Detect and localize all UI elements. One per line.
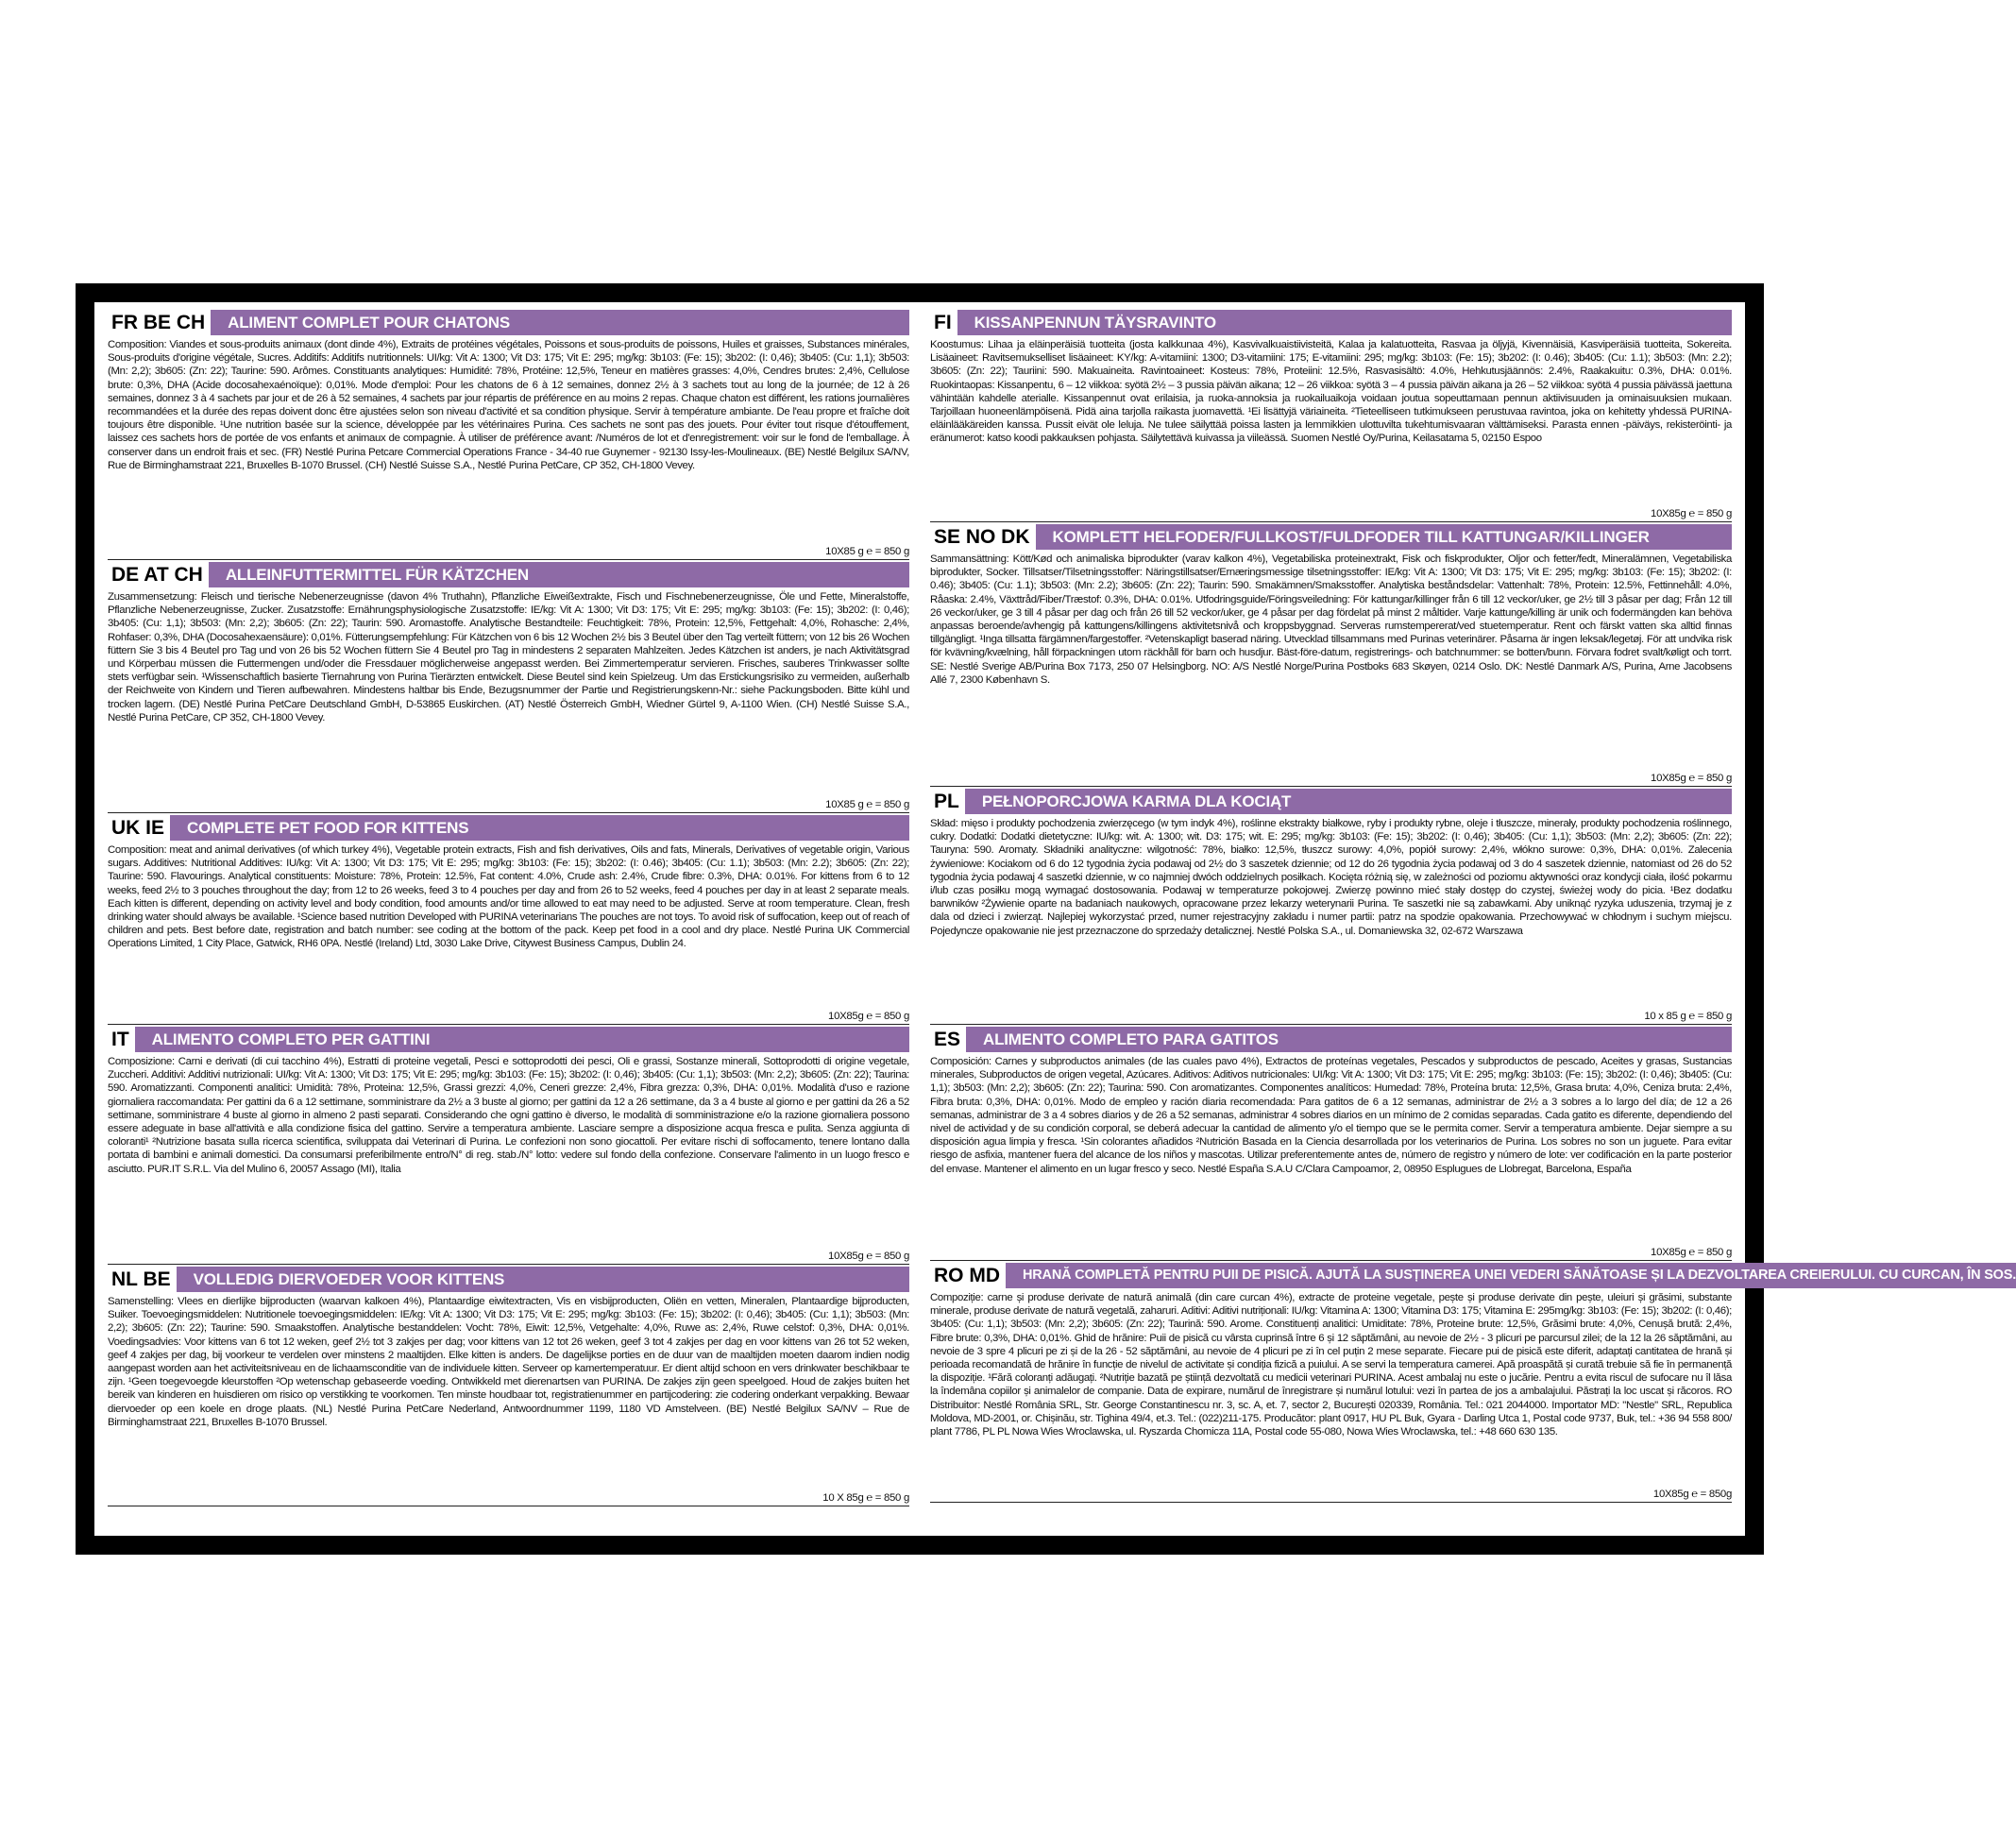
- label-frame: [76, 283, 2016, 1555]
- section-text: Compoziție: carne și produse derivate de natură animală (din care curcan 4%), extracte de proteine vegetale, pește și produse derivate din pește, uleiuri și grăsimi, substante minerale, produse derivate de natură vegetală, zaharuri. Aditivi: Aditivi nutriționali: IU/kg: Vitamina A: 1300; Vitamina D3: 175; Vitamina E: 295mg/kg: 3b103: (Fe: 15); 3b202: (I: 0,46); 3b405: (Cu: 1,1); 3b503: (Mn: 2,2); 3b605: (Zn: 22); Taurină: 590. Arome. Constituenți analitici: Umiditate: 78%, Proteine brute: 12,5%, Grăsimi brute: 4,0%, Cenușă brută: 2,4%, Fibre brute: 0,3%, DHA: 0,01%. Ghid de hrănire: Puii de pisică cu vârsta cuprinsă între 6 și 12 săptămâni, au nevoie de 2½ - 3 plicuri pe parcursul zilei; de la 12 la 26 săptămâni, au nevoie de 3 spre 4 plicuri pe zi și de la 26 - 52 săptămâni, au nevoie de 4 plicuri pe zi în cel puțin 2 mese separate. Fiecare pui de pisică este diferit, adaptați cantitatea de hrană și perioada recomandată de hrănire în funcție de nivelul de activitate și condiția fizică a puiului. A se servi la temperatura camerei. Apă proaspătă și curată trebuie să fie în permanență la dispoziție. ¹Fără coloranți adăugați. ²Nutriție bazată pe știință dezvoltată cu medicii veterinari PURINA. Acest ambalaj nu este o jucărie. Pentru a evita riscul de sufocare nu îl lăsa la îndemâna copiilor și animalelor de companie. Data de expirare, numărul de înregistrare și numărul lotului: vezi în partea de jos a ambalajului. Păstrați la loc uscat și răcoros. RO Distribuitor: Nestlé România SRL, Str. George Constantinescu nr. 3, sc. A, et. 7, sector 2, București 020339, România. Tel.: 021 2044000. Importator MD: "Nestle" SRL, Republica Moldova, MD-2001, or. Chișinău, str. Tighina 49/4, et.3. Tel.: (022)211-175. Producător: plant 0917, HU PL Buk, Gyara - Darling Utca 1, Postal code 9737, Buk, tel.: +36 94 558 800/ plant 7786, PL PL Nowa Wies Wroclawska, ul. Ryszarda Chomicza 11A, Postal code 55-080, Nowa Wies Wroclawska, tel.: +48 660 630 135.: [930, 1292, 1732, 1438]
- country-codes: FI: [934, 312, 952, 333]
- right-column: [930, 310, 2016, 1528]
- section-it: [108, 1027, 909, 1265]
- section-text: Zusammensetzung: Fleisch und tierische Nebenerzeugnisse (davon 4% Truthahn), Pflanzliche Eiweißextrakte, Fisch und Fischnebenerzeugnisse, Öle und Fette, Mineralstoffe, Pflanzliche Nebenerzeugnisse, Zucker. Zusatzstoffe: Ernährungsphysiologische Zusatzstoffe: IE/kg: Vit A: 1300; Vit D3: 175; Vit E: 295; mg/kg: 3b103: (Fe: 15); 3b202: (I: 0,46); 3b405: (Cu: 1,1); 3b503: (Mn: 2,2); 3b605: (Zn: 22); Taurin: 590. Aromastoffe. Analytische Bestandteile: Feuchtigkeit: 78%, Protein: 12,5%, Fettgehalt: 4,0%, Rohasche: 2,4%, Rohfaser: 0,3%, DHA (Docosahexaensäure): 0,01%. Fütterungsempfehlung: Für Kätzchen von 6 bis 12 Wochen 2½ bis 3 Beutel über den Tag verteilt füttern; von 12 bis 26 Wochen füttern Sie 3 bis 4 Beutel pro Tag und von 26 bis 52 Wochen füttern Sie 4 Beutel pro Tag in mindestens 2 separaten Mahlzeiten. Jedes Kätzchen ist anders, je nach Aktivitätsgrad und Körperbau müssen die Futtermengen und/oder die Fressdauer möglicherweise angepasst werden. Bei Zimmertemperatur servieren. Frisches, sauberes Trinkwasser sollte stets verfügbar sein. ¹Wissenschaftlich basierte Tiernahrung von Purina Tierärzten entwickelt. Diese Beutel sind kein Spielzeug. Um das Erstickungsrisiko zu vermeiden, außerhalb der Reichweite von Kindern und Tieren aufbewahren. Mindestens haltbar bis Ende, Bezugsnummer der Partie und Registrierungskenn-Nr.: siehe Packungsboden. Bitte kühl und trocken lagern. (DE) Nestlé Purina PetCare Deutschland GmbH, D-53865 Euskirchen. (AT) Nestlé Österreich GmbH, Wiedner Gürtel 9, A-1100 Wien. (CH) Nestlé Suisse S.A., Nestlé Purina PetCare, CP 352, CH-1800 Vevey.: [108, 591, 909, 723]
- section-header: [108, 310, 909, 335]
- section-header: [108, 1267, 909, 1292]
- section-header: [930, 1027, 1732, 1052]
- section-header: [930, 524, 1732, 550]
- section-title: COMPLETE PET FOOD FOR KITTENS: [170, 815, 909, 841]
- section-header: [930, 1263, 2016, 1288]
- section-de-at-ch: [108, 562, 909, 813]
- left-column: [108, 310, 909, 1528]
- section-title: ALIMENTO COMPLETO PER GATTINI: [135, 1027, 909, 1052]
- section-uk-ie: [108, 815, 909, 1025]
- section-text: Composición: Carnes y subproductos animales (de las cuales pavo 4%), Extractos de proteínas vegetales, Pescados y subproductos de pescado, Aceites y grasas, Sustancias minerales, Subproductos de origen vegetal, Azúcares. Aditivos: Aditivos nutricionales: UI/kg: Vit A: 1300; Vit D3: 175; Vit E: 295; mg/kg: 3b103: (Fe: 15); 3b202: (I: 0,46); 3b405: (Cu: 1,1); 3b503: (Mn: 2,2); 3b605: (Zn: 22); Taurina: 590. Con aromatizantes. Componentes analíticos: Humedad: 78%, Proteína bruta: 12,5%, Grasa bruta: 4,0%, Ceniza bruta: 2,4%, Fibra bruta: 0,3%, DHA: 0,01%. Modo de empleo y ración diaria recomendada: Para gatitos de 6 a 12 semanas, administrar de 2½ a 3 sobres a lo largo del día; de 12 a 26 semanas, administrar de 3 a 4 sobres diarios y de 26 a 52 semanas, administrar 4 sobres diarios en un mínimo de 2 comidas separadas. Cada gatito es diferente, dependiendo del nivel de actividad y de su condición corporal, se deberá adecuar la cantidad de alimento y/o el tiempo que se le permita comer. Servir a temperatura ambiente. Dejar siempre a su disposición agua limpia y fresca. ¹Sin colorantes añadidos ²Nutrición Basada en la Ciencia desarrollada por los veterinarios de Purina. Los sobres no son un juguete. Para evitar riesgo de asfixia, mantener fuera del alcance de los niños y mascotas. Utilizar preferentemente antes de, número de registro y número de lote: ver codificación en la parte posterior del envase. Mantener el alimento en un lugar fresco y seco. Nestlé España S.A.U C/Clara Campoamor, 2, 08950 Esplugues de Llobregat, Barcelona, España: [930, 1056, 1732, 1175]
- country-codes: RO MD: [934, 1265, 1000, 1286]
- label-panel: [94, 302, 2016, 1536]
- pack-size: 10X85g ℮ = 850g: [930, 1488, 1732, 1503]
- pack-size: 10X85 g ℮ = 850 g: [108, 798, 909, 813]
- section-header: [930, 789, 1732, 814]
- section-se-no-dk: [930, 524, 1732, 787]
- section-nl-be: [108, 1267, 909, 1506]
- section-title: ALLEINFUTTERMITTEL FÜR KÄTZCHEN: [209, 562, 909, 587]
- section-fi: [930, 310, 1732, 522]
- section-text: Composizione: Carni e derivati (di cui tacchino 4%), Estratti di proteine vegetali, Pesci e sottoprodotti dei pesci, Oli e grassi, Sostanze minerali, Sottoprodotti di origine vegetale, Zuccheri. Additivi: Additivi nutrizionali: UI/kg: Vit A: 1300; Vit D3: 175; Vit E: 295; mg/kg: 3b103: (Fe: 15); 3b202: (I: 0,46); 3b405: (Cu: 1,1); 3b503: (Mn: 2,2); 3b605: (Zn: 22); Taurina: 590. Aromatizzanti. Componenti analitici: Umidità: 78%, Proteina: 12,5%, Grassi grezzi: 4,0%, Ceneri grezze: 2,4%, Fibra grezza: 0,3%, DHA: 0,01%. Modalità d'uso e razione giornaliera raccomandata: Per gattini da 6 a 12 settimane, somministrare da 2½ a 3 buste al giorno; per gattini da 12 a 26 settimane, da 3 a 4 buste al giorno e per gattini da 26 a 52 settimane, somministrare 4 buste al giorno in almeno 2 pasti separati. Considerando che ogni gattino è diverso, le modalità di somministrazione e/o la razione giornaliera possono essere adeguate in base all'attività e alla condizione fisica del gattino. Servire a temperatura ambiente. Lasciare sempre a disposizione acqua fresca e pulita. Senza aggiunta di coloranti¹ ²Nutrizione basata sulla ricerca scientifica, sviluppata dai Veterinari di Purina. Le confezioni non sono giocattoli. Per evitare rischi di soffocamento, tenere lontano dalla portata di bambini e animali domestici. Da consumarsi preferibilmente entro/N° di reg. stab./N° lotto: vedere sul fondo della confezione. Conservare l'alimento in un luogo fresco e asciutto. PUR.IT S.R.L. Via del Mulino 6, 20057 Assago (MI), Italia: [108, 1056, 909, 1175]
- country-codes: DE AT CH: [111, 564, 203, 586]
- pack-size: 10X85g ℮ = 850 g: [930, 507, 1732, 522]
- section-title: KOMPLETT HELFODER/FULLKOST/FULDFODER TILL KATTUNGAR/KILLINGER: [1036, 524, 1732, 550]
- country-codes: ES: [934, 1029, 961, 1050]
- country-codes: SE NO DK: [934, 526, 1030, 548]
- section-header: [108, 1027, 909, 1052]
- section-pl: [930, 789, 1732, 1025]
- pack-size: 10X85g ℮ = 850 g: [930, 1246, 1732, 1261]
- section-ro-md: [930, 1263, 2016, 1503]
- country-codes: NL BE: [111, 1268, 171, 1290]
- section-title: VOLLEDIG DIERVOEDER VOOR KITTENS: [177, 1267, 909, 1292]
- section-text: Skład: mięso i produkty pochodzenia zwierzęcego (w tym indyk 4%), roślinne ekstrakty białkowe, ryby i produkty rybne, oleje i tłuszcze, minerały, produkty pochodzenia roślinnego, cukry. Dodatki: Dodatki dietetyczne: IU/kg: wit. A: 1300; wit. D3: 175; wit. E: 295; mg/kg: 3b103: (Fe: 15); 3b202: (I: 0,46); 3b405: (Cu: 1,1); 3b503: (Mn: 2,2); 3b605: (Zn: 22); Tauryna: 590. Aromaty. Składniki analityczne: wilgotność: 78%, białko: 12,5%, tłuszcz surowy: 4,0%, popiół surowy: 2,4%, włókno surowe: 0,3%, DHA: 0,01%. Zalecenia żywieniowe: Kociakom od 6 do 12 tygodnia życia podawaj od 2½ do 3 saszetek dziennie; od 12 do 26 tygodnia życia podawaj od 3 do 4 saszetek dziennie, natomiast od 26 do 52 tygodnia życia podawaj 4 saszetki dziennie, w co najmniej dwóch oddzielnych posiłkach. Kocięta różnią się, w zależności od poziomu aktywności oraz kondycji ciała, ilość pokarmu i/lub czas posiłku mogą wymagać dostosowania. Podawaj w temperaturze pokojowej. Zwierzę powinno mieć stały dostęp do czystej, świeżej wody do picia. ¹Bez dodatku barwników ²Żywienie oparte na badaniach naukowych, opracowane przez lekarzy weterynarii Purina. Te saszetki nie są zabawkami. Aby uniknąć ryzyka uduszenia, trzymaj je z dala od dzieci i zwierząt. Najlepiej wykorzystać przed, numer rejestracyjny zakładu i numer partii: patrz na spodzie opakowania. Przechowywać w chłodnym i suchym miejscu. Pojedyncze opakowanie nie jest przeznaczone do sprzedaży detalicznej. Nestlé Polska S.A., ul. Domaniewska 32, 02-672 Warszawa: [930, 818, 1732, 937]
- section-title: HRANĂ COMPLETĂ PENTRU PUII DE PISICĂ. AJUTĂ LA SUSȚINEREA UNEI VEDERI SĂNĂTOASE ȘI LA DEZVOLTAREA CREIERULUI. CU CURCAN, ÎN SOS.: [1006, 1263, 2016, 1288]
- pack-size: 10X85g ℮ = 850 g: [930, 772, 1732, 787]
- section-text: Composition: Viandes et sous-produits animaux (dont dinde 4%), Extraits de protéines végétales, Poissons et sous-produits de poissons, Huiles et graisses, Substances minérales, Sous-produits d'origine végétale, Sucres. Additifs: Additifs nutritionnels: UI/kg: Vit A: 1300; Vit D3: 175; Vit E: 295; mg/kg: 3b103: (Fe: 15); 3b202: (I: 0,46); 3b405: (Cu: 1,1); 3b503: (Mn: 2,2); 3b605: (Zn: 22); Taurine: 590. Arômes. Constituants analytiques: Humidité: 78%, Protéine: 12,5%, Teneur en matières grasses: 4,0%, Cendres brutes: 2,4%, Cellulose brute: 0,3%, DHA (Acide docosahexaénoïque): 0,01%. Mode d'emploi: Pour les chatons de 6 à 12 semaines, donnez 2½ à 3 sachets tout au long de la journée; de 12 à 26 semaines, donnez 3 à 4 sachets par jour et de 26 à 52 semaines, 4 sachets par jour répartis de préférence en au moins 2 repas. Chaque chaton est différent, les rations journalières recommandées et la durée des repas doivent donc être ajustées selon son niveau d'activité et sa condition physique. Servir à température ambiante. De l'eau propre et fraîche doit toujours être disponible. ¹Une nutrition basée sur la science, développée par les vétérinaires Purina. Ces sachets ne sont pas des jouets. Pour éviter tout risque d'étouffement, laissez ces sachets hors de portée de vos enfants et animaux de compagnie. À utiliser de préférence avant: /Numéros de lot et d'enregistrement: voir sur le fond de l'emballage. À conserver dans un endroit frais et sec. (FR) Nestlé Purina Petcare Commercial Operations France - 34-40 rue Guynemer - 92130 Issy-les-Moulineaux. (BE) Nestlé Belgilux SA/NV, Rue de Birminghamstraat 221, Bruxelles B-1070 Brussel. (CH) Nestlé Suisse S.A., Nestlé Purina PetCare, CP 352, CH-1800 Vevey.: [108, 339, 909, 471]
- section-header: [108, 562, 909, 587]
- pack-size: 10X85 g ℮ = 850 g: [108, 545, 909, 560]
- country-codes: FR BE CH: [111, 312, 206, 333]
- section-header: [930, 310, 1732, 335]
- section-text: Sammansättning: Kött/Kød och animaliska biprodukter (varav kalkon 4%), Vegetabiliska proteinextrakt, Fisk och fiskprodukter, Oljor och fetter/fedt, Mineralämnen, Vegetabiliska biprodukter, Socker. Tillsatser/Tilsetningsstoffer: Näringstillsatser/Ernæringsmessige tilsetningsstoffer: IE/kg: Vit A: 1300; Vit D3: 175; Vit E: 295; mg/kg: 3b103: (Fe: 15); 3b202: (I: 0.46); 3b405: (Cu: 1.1); 3b503: (Mn: 2.2); 3b605: (Zn: 22); Taurin: 590. Smakämnen/Smaksstoffer. Analytiska beståndsdelar: Vattenhalt: 78%, Protein: 12.5%, Fettinnehåll: 4.0%, Råaska: 2.4%, Växttråd/Fiber/Træstof: 0.3%, DHA: 0.01%. Utfodringsguide/Föringsveiledning: För kattungar/killinger från 6 till 12 veckor/uker, ge 2½ till 3 påsar per dag; Från 12 till 26 veckor/uker, ge 3 till 4 påsar per dag och från 26 till 52 veckor/uker, ge 4 påsar per dag fördelat på minst 2 måltider. Varje kattunge/killing är unik och fodermängden kan behöva anpassas beroende/avhengig på kattungens/killingens aktivitetsnivå och kroppsbyggnad. Serveras rumstempererat/ved stuetemperatur. Rent och färskt vatten ska alltid finnas tillgängligt. ¹Inga tillsatta färgämnen/fargestoffer. ²Vetenskapligt baserad näring. Utvecklad tillsammans med Purinas veterinärer. Påsarna är ingen leksak/legetøj. För att undvika risk för kvävning/kvælning, håll förpackningen utom räckhåll för barn och husdjur. Bäst-före-datum, registrerings- och batchnummer: se botten/bunn. Förvara fodret svalt/køligt och torrt. SE: Nestlé Sverige AB/Purina Box 7173, 250 07 Helsingborg. NO: A/S Nestlé Norge/Purina Postboks 683 Skøyen, 0214 Oslo. DK: Nestlé Danmark A/S, Purina, Arne Jacobsens Allé 7, 2300 København S.: [930, 553, 1732, 686]
- pack-size: 10X85g ℮ = 850 g: [108, 1010, 909, 1025]
- country-codes: IT: [111, 1029, 129, 1050]
- section-title: KISSANPENNUN TÄYSRAVINTO: [957, 310, 1732, 335]
- section-text: Composition: meat and animal derivatives (of which turkey 4%), Vegetable protein extracts, Fish and fish derivatives, Oils and fats, Minerals, Derivatives of vegetable origin, Various sugars. Additives: Nutritional Additives: IU/kg: Vit A: 1300; Vit D3: 175; Vit E: 295; mg/kg: 3b103: (Fe: 15); 3b202: (I: 0.46); 3b405: (Cu: 1.1); 3b503: (Mn: 2.2); 3b605: (Zn: 22); Taurine: 590. Flavourings. Analytical constituents: Moisture: 78%, Protein: 12.5%, Fat content: 4.0%, Crude ash: 2.4%, Crude fibre: 0.3%, DHA: 0.01%. For kittens from 6 to 12 weeks, feed 2½ to 3 pouches throughout the day; from 12 to 26 weeks, feed 3 to 4 pouches per day and from 26 to 52 weeks, feed 4 pouches per day in at least 2 separate meals. Each kitten is different, depending on activity level and body condition, food amounts and/or time allowed to eat may need to be adjusted. Serve at room temperature. Clean, fresh drinking water should always be available. ¹Science based nutrition Developed with PURINA veterinarians The pouches are not toys. To avoid risk of suffocation, keep out of reach of children and pets. Best before date, registration and batch number: see coding at the bottom of the pack. Keep pet food in a cool and dry place. Nestlé Purina UK Commercial Operations Limited, 1 City Place, Gatwick, RH6 0PA. Nestlé (Ireland) Ltd, 3030 Lake Drive, Citywest Business Campus, Dublin 24.: [108, 844, 909, 950]
- country-codes: UK IE: [111, 817, 165, 839]
- section-title: ALIMENT COMPLET POUR CHATONS: [211, 310, 909, 335]
- section-title: PEŁNOPORCJOWA KARMA DLA KOCIĄT: [965, 789, 1732, 814]
- country-codes: PL: [934, 791, 959, 812]
- section-text: Koostumus: Lihaa ja eläinperäisiä tuotteita (josta kalkkunaa 4%), Kasvivalkuaistiivisteitä, Kalaa ja kalatuotteita, Rasvaa ja öljyjä, Kivennäisiä, Kasviperäisiä tuotteita, Sokereita. Lisäaineet: Ravitsemukselliset lisäaineet: KY/kg: A-vitamiini: 1300; D3-vitamiini: 175; E-vitamiini: 295; mg/kg: 3b103: (Fe: 15); 3b202: (I: 0.46); 3b405: (Cu: 1.1); 3b503: (Mn: 2.2); 3b605: (Zn: 22); Tauriini: 590. Makuaineita. Ravintoaineet: Kosteus: 78%, Proteiini: 12.5%, Rasvasisältö: 4.0%, Hehkutusjäännös: 2.4%, Raakakuitu: 0.3%, DHA: 0.01%. Ruokintaopas: Kissanpentu, 6 – 12 viikkoa: syötä 2½ – 3 pussia päivän aikana; 12 – 26 viikkoa: syötä 3 – 4 pussia päivän aikana ja 26 – 52 viikkoa: syötä 4 pussia päivässä jaettuna vähintään kahdelle aterialle. Kissanpennut ovat erilaisia, ja ruoka-annoksia ja ruokailuaikoja voidaan joutua sopeuttamaan pennun aktiivisuuden ja ominaisuuksien mukaan. Tarjoillaan huoneenlämpöisenä. Pidä aina tarjolla raikasta juomavettä. ¹Ei lisättyjä väriaineita. ²Tieteelliseen tutkimukseen perustuvaa ravintoa, joka on kehitetty yhdessä PURINA-eläinlääkäreiden kanssa. Pussit eivät ole leluja. Ne tulee säilyttää poissa lasten ja lemmikkien ulottuvilta tukehtumisvaaran välttämiseksi. Parasta ennen -päiväys, rekisteröinti- ja eränumerot: katso koodi pakkauksen pohjasta. Säilytettävä kuivassa ja viileässä. Suomen Nestlé Oy/Purina, Keilasatama 5, 02150 Espoo: [930, 339, 1732, 445]
- section-header: [108, 815, 909, 841]
- pack-size: 10X85g ℮ = 850 g: [108, 1250, 909, 1265]
- section-text: Samenstelling: Vlees en dierlijke bijproducten (waarvan kalkoen 4%), Plantaardige eiwitextracten, Vis en visbijproducten, Oliën en vetten, Mineralen, Plantaardige bijproducten, Suiker. Toevoegingsmiddelen: Nutritionele toevoegingsmiddelen: IE/kg: Vit A: 1300; Vit D3: 175; Vit E: 295; mg/kg: 3b103: (Fe: 15); 3b202: (I: 0,46); 3b405: (Cu: 1,1); 3b503: (Mn: 2,2); 3b605: (Zn: 22); Taurine: 590. Smaakstoffen. Analytische bestanddelen: Vocht: 78%, Eiwit: 12,5%, Vetgehalte: 4,0%, Ruwe as: 2,4%, Ruwe celstof: 0,3%, DHA: 0,01%. Voedingsadvies: Voor kittens van 6 tot 12 weken, geef 2½ tot 3 zakjes per dag; voor kittens van 12 tot 26 weken, geef 3 tot 4 zakjes per dag en voor kittens van 26 tot 52 weken, geef 4 zakjes per dag, bij voorkeur te verdelen over minstens 2 maaltijden. Elke kitten is anders. De dagelijkse porties en de duur van de maaltijden moeten daarom indien nodig aangepast worden aan het activiteitsniveau en de lichaamsconditie van de individuele kitten. Serveer op kamertemperatuur. Er dient altijd schoon en vers drinkwater beschikbaar te zijn. ¹Geen toegevoegde kleurstoffen ²Op wetenschap gebaseerde voeding. Ontwikkeld met dierenartsen van PURINA. De zakjes zijn geen speelgoed. Houd de zakjes buiten het bereik van kinderen en huisdieren om risico op verstikking te voorkomen. Ten minste houdbaar tot, registratienummer en partijcodering: zie codering onderkant verpakking. Bewaar diervoeder op een koele en droge plaats. (NL) Nestlé Purina PetCare Nederland, Antwoordnummer 1199, 1180 VD Amstelveen. (BE) Nestlé Belgilux SA/NV – Rue de Birminghamstraat 221, Bruxelles B-1070 Brussel.: [108, 1296, 909, 1428]
- section-es: [930, 1027, 1732, 1261]
- pack-size: 10 x 85 g ℮ = 850 g: [930, 1010, 1732, 1025]
- section-fr-be-ch: [108, 310, 909, 560]
- pack-size: 10 X 85g ℮ = 850 g: [108, 1491, 909, 1506]
- section-title: ALIMENTO COMPLETO PARA GATITOS: [966, 1027, 1732, 1052]
